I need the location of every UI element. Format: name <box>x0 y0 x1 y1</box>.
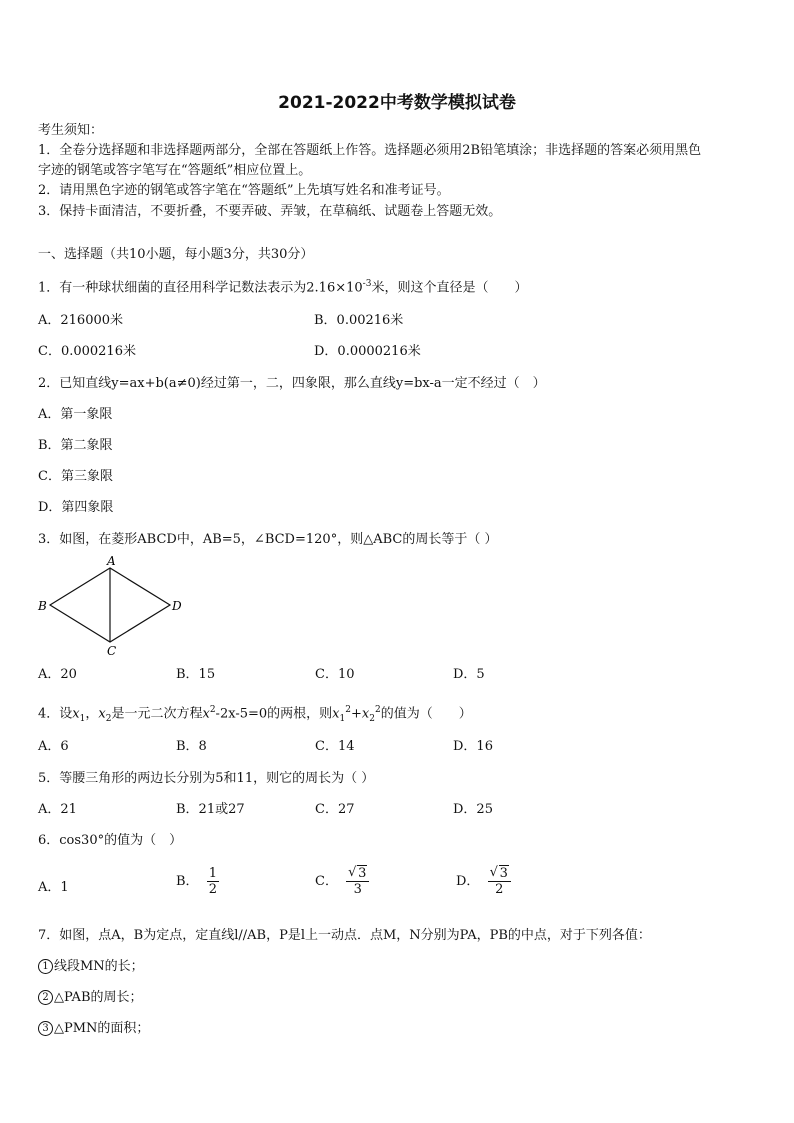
sqrt-symbol: √ 3 <box>489 865 508 881</box>
q6-d-radicand: 3 <box>499 866 508 881</box>
q4-expr-x1: x <box>332 706 340 722</box>
q4-comma: ， <box>85 706 99 722</box>
q6-c-numerator <box>346 866 369 881</box>
label-d: D <box>172 599 182 613</box>
q2-option-b: B．第二象限 <box>38 438 113 453</box>
q4-expr-sub2: 2 <box>369 713 375 724</box>
fraction-sqrt3-over-2 <box>488 866 511 897</box>
q6-b-label: B． <box>176 874 199 889</box>
q1-stem-pre: 1．有一种球状细菌的直径用科学记数法表示为2.16×10 <box>38 280 363 296</box>
q4-option-b: B．8 <box>176 739 207 754</box>
q6-d-numerator <box>488 866 511 881</box>
q5-option-b: B．21或27 <box>176 802 245 817</box>
q6-c-denominator: 3 <box>353 882 362 897</box>
section-heading: 一、选择题（共10小题，每小题3分，共30分） <box>38 247 314 262</box>
sqrt-symbol: √ 3 <box>348 865 367 881</box>
q3-option-a: A．20 <box>38 667 77 682</box>
question-1-stem <box>38 276 527 296</box>
q5-option-c: C．27 <box>315 802 355 817</box>
fraction-sqrt3-over-3 <box>346 866 369 897</box>
q7-item-2 <box>38 989 143 1006</box>
q4-var-x1: x <box>72 706 80 722</box>
q6-d-denominator: 2 <box>495 882 504 897</box>
q4-plus: + <box>350 706 362 722</box>
notice-item-3: 3．保持卡面清洁，不要折叠，不要弄破、弄皱，在草稿纸、试题卷上答题无效。 <box>38 204 502 219</box>
q4-var-x2: x <box>98 706 106 722</box>
q7-item-3 <box>38 1020 149 1037</box>
q6-option-c <box>315 866 369 897</box>
notice-item-1: 1．全卷分选择题和非选择题两部分，全部在答题纸上作答。选择题必须用2B铅笔填涂；非选择题的答案必须用黑色 <box>38 143 702 158</box>
question-7-stem: 7．如图，点A，B为定点，定直线l//AB，P是l上一动点．点M，N分别为PA，PB的中点，对于下列各值： <box>38 928 651 943</box>
q6-option-a: A．1 <box>38 880 69 895</box>
rhombus-figure <box>30 552 190 660</box>
q1-exponent: -3 <box>362 279 372 289</box>
q4-option-a: A．6 <box>38 739 69 754</box>
q5-option-d: D．25 <box>453 802 493 817</box>
question-3-stem: 3．如图，在菱形ABCD中，AB=5，∠BCD=120°，则△ABC的周长等于（ ） <box>38 532 498 547</box>
q1-stem-post: 米，则这个直径是（ ） <box>371 280 528 296</box>
notice-heading: 考生须知： <box>38 123 104 138</box>
question-2-stem: 2．已知直线y=ax+b(a≠0)经过第一，二，四象限，那么直线y=bx-a一定不经过（ ） <box>38 376 546 391</box>
q6-b-denominator: 2 <box>208 882 217 897</box>
question-4-stem <box>38 702 472 728</box>
q3-option-b: B．15 <box>176 667 216 682</box>
q4-text-a: 4．设 <box>38 706 73 722</box>
q4-option-c: C．14 <box>315 739 355 754</box>
q4-eq-x: x <box>202 706 210 722</box>
q4-expr-x2: x <box>361 706 370 722</box>
q4-sub-2: 2 <box>105 713 112 724</box>
question-5-stem: 5．等腰三角形的两边长分别为5和11，则它的周长为（ ） <box>38 771 375 786</box>
q4-eq-rest: -2x-5=0的两根，则 <box>215 706 333 722</box>
notice-item-2: 2．请用黑色字迹的钢笔或答字笔在“答题纸”上先填写姓名和准考证号。 <box>38 183 450 198</box>
q4-sub-1: 1 <box>79 713 86 724</box>
question-6-stem: 6．cos30°的值为（ ） <box>38 833 183 848</box>
q2-option-d: D．第四象限 <box>38 500 114 515</box>
q4-text-b: 是一元二次方程 <box>111 706 203 722</box>
circled-number-1: 1 <box>38 959 53 974</box>
q7-item-1-text: 线段MN的长； <box>54 959 144 974</box>
exam-title: 2021-2022中考数学模拟试卷 <box>278 93 516 113</box>
q6-c-radicand: 3 <box>358 866 367 881</box>
q6-b-numerator: 1 <box>208 866 217 881</box>
q4-eq-sup: 2 <box>209 705 216 715</box>
q4-expr-sub1: 1 <box>339 713 346 724</box>
q7-item-3-text: △PMN的面积； <box>54 1021 150 1036</box>
q4-text-c: 的值为（ ） <box>380 706 472 722</box>
notice-item-1-cont: 字迹的钢笔或答字笔写在“答题纸”相应位置上。 <box>38 163 312 178</box>
q3-option-c: C．10 <box>315 667 355 682</box>
q4-expr-pow1: 2 <box>345 705 351 715</box>
label-b: B <box>38 599 47 613</box>
q5-option-a: A．21 <box>38 802 77 817</box>
q2-option-c: C．第三象限 <box>38 469 113 484</box>
q6-option-b <box>176 866 219 897</box>
q7-item-1 <box>38 958 144 975</box>
q7-item-2-text: △PAB的周长； <box>54 990 143 1005</box>
circled-number-2: 2 <box>38 990 53 1005</box>
q1-option-a: A．216000米 <box>38 313 124 328</box>
q1-option-c: C．0.000216米 <box>38 344 136 359</box>
q2-option-a: A．第一象限 <box>38 407 113 422</box>
q4-expr-pow2: 2 <box>374 705 381 715</box>
q6-d-label: D． <box>456 874 480 889</box>
q1-option-d: D．0.0000216米 <box>314 344 421 359</box>
fraction-one-half <box>207 866 219 897</box>
q6-option-d <box>456 866 511 897</box>
label-a: A <box>107 554 116 568</box>
circled-number-3: 3 <box>38 1021 53 1036</box>
q3-option-d: D．5 <box>453 667 485 682</box>
q1-option-b: B．0.00216米 <box>314 313 404 328</box>
label-c: C <box>107 644 117 658</box>
q4-option-d: D．16 <box>453 739 493 754</box>
q6-c-label: C． <box>315 874 338 889</box>
